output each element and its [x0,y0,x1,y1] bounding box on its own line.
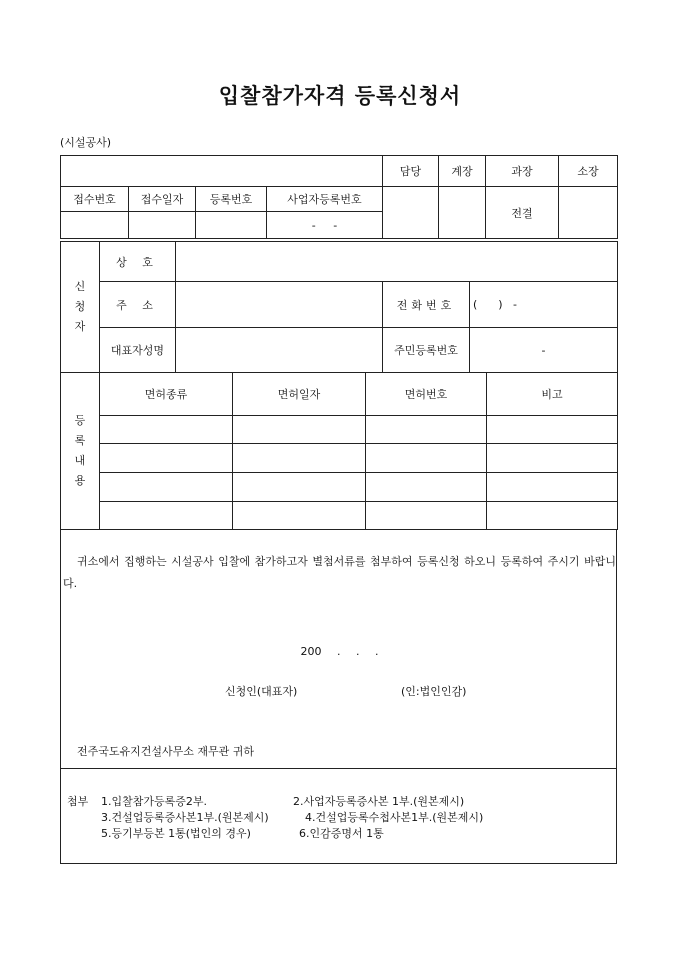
attachments-section [60,769,617,864]
attachment-item: 4.건설업등록수첩사본1부.(원본제시) [305,811,484,824]
receipt-header: 등록번호 [196,187,267,212]
attachment-item: 6.인감증명서 1통 [299,827,384,840]
license-type-cell[interactable] [100,473,233,502]
applicant-table [60,241,618,373]
receipt-no-field[interactable] [61,212,129,239]
address-field[interactable] [176,282,383,328]
attachment-item: 1.입찰참가등록증2부. [101,795,207,808]
approval-header: 소장 [559,156,618,187]
license-type-header: 면허종류 [100,373,233,416]
receipt-header: 사업자등록번호 [267,187,383,212]
table-row [61,444,618,473]
request-text: 귀소에서 집행하는 시설공사 입찰에 참가하고자 별첨서류를 첨부하여 등록신청 하오니 등록하여 주시기 바랍니다. [63,555,616,590]
resident-no-label: 주민등록번호 [383,328,470,373]
license-date-cell[interactable] [233,473,366,502]
remarks-cell[interactable] [487,473,618,502]
page-title: 입찰참가자격 등록신청서 [218,83,462,108]
license-type-cell[interactable] [100,502,233,530]
license-date-cell[interactable] [233,502,366,530]
header-blank [61,156,383,187]
license-date-cell[interactable] [233,444,366,473]
registration-table [60,372,618,530]
applicant-section-label: 신 청 자 [61,242,100,373]
applicant-signature-label: 신청인(대표자) [225,685,298,698]
remarks-cell[interactable] [487,416,618,444]
attachment-item: 3.건설업등록증사본1부.(원본제시) [101,811,269,824]
company-field[interactable] [176,242,618,282]
table-row [61,416,618,444]
approval-sign-box[interactable] [383,187,439,239]
rep-name-field[interactable] [176,328,383,373]
header-table [60,155,618,239]
attachment-item: 5.등기부등본 1통(법인의 경우) [101,827,251,840]
license-type-cell[interactable] [100,444,233,473]
approval-note: 전결 [486,187,559,239]
license-no-cell[interactable] [366,473,487,502]
approval-header: 계장 [439,156,486,187]
approval-sign-box[interactable] [559,187,618,239]
request-section [60,529,617,769]
license-type-cell[interactable] [100,416,233,444]
license-no-header: 면허번호 [366,373,487,416]
license-no-cell[interactable] [366,502,487,530]
attachment-item: 2.사업자등록증사본 1부.(원본제시) [293,795,465,808]
table-row [61,502,618,530]
receipt-date-field[interactable] [129,212,196,239]
phone-field[interactable]: ( ) - [470,282,618,328]
attachments-prefix: 첨부 [67,795,89,808]
date-line[interactable]: 200 . . . [300,645,379,658]
table-row [61,473,618,502]
approval-header: 과장 [486,156,559,187]
biz-no-field[interactable]: - - [267,212,383,239]
phone-label: 전화번호 [383,282,470,328]
company-label: 상 호 [100,242,176,282]
form-type: (시설공사) [60,136,112,149]
approval-sign-box[interactable] [439,187,486,239]
license-date-cell[interactable] [233,416,366,444]
approval-header: 담당 [383,156,439,187]
rep-name-label: 대표자성명 [100,328,176,373]
remarks-header: 비고 [487,373,618,416]
receipt-header: 접수일자 [129,187,196,212]
addressee: 전주국도유지건설사무소 재무관 귀하 [77,745,255,758]
license-no-cell[interactable] [366,444,487,473]
address-label: 주 소 [100,282,176,328]
license-no-cell[interactable] [366,416,487,444]
resident-no-field[interactable]: - [470,328,618,373]
registration-section-label: 등 록 내 용 [61,373,100,530]
remarks-cell[interactable] [487,502,618,530]
seal-label: (인:법인인감) [401,685,467,698]
registration-no-field[interactable] [196,212,267,239]
license-date-header: 면허일자 [233,373,366,416]
receipt-header: 접수번호 [61,187,129,212]
remarks-cell[interactable] [487,444,618,473]
